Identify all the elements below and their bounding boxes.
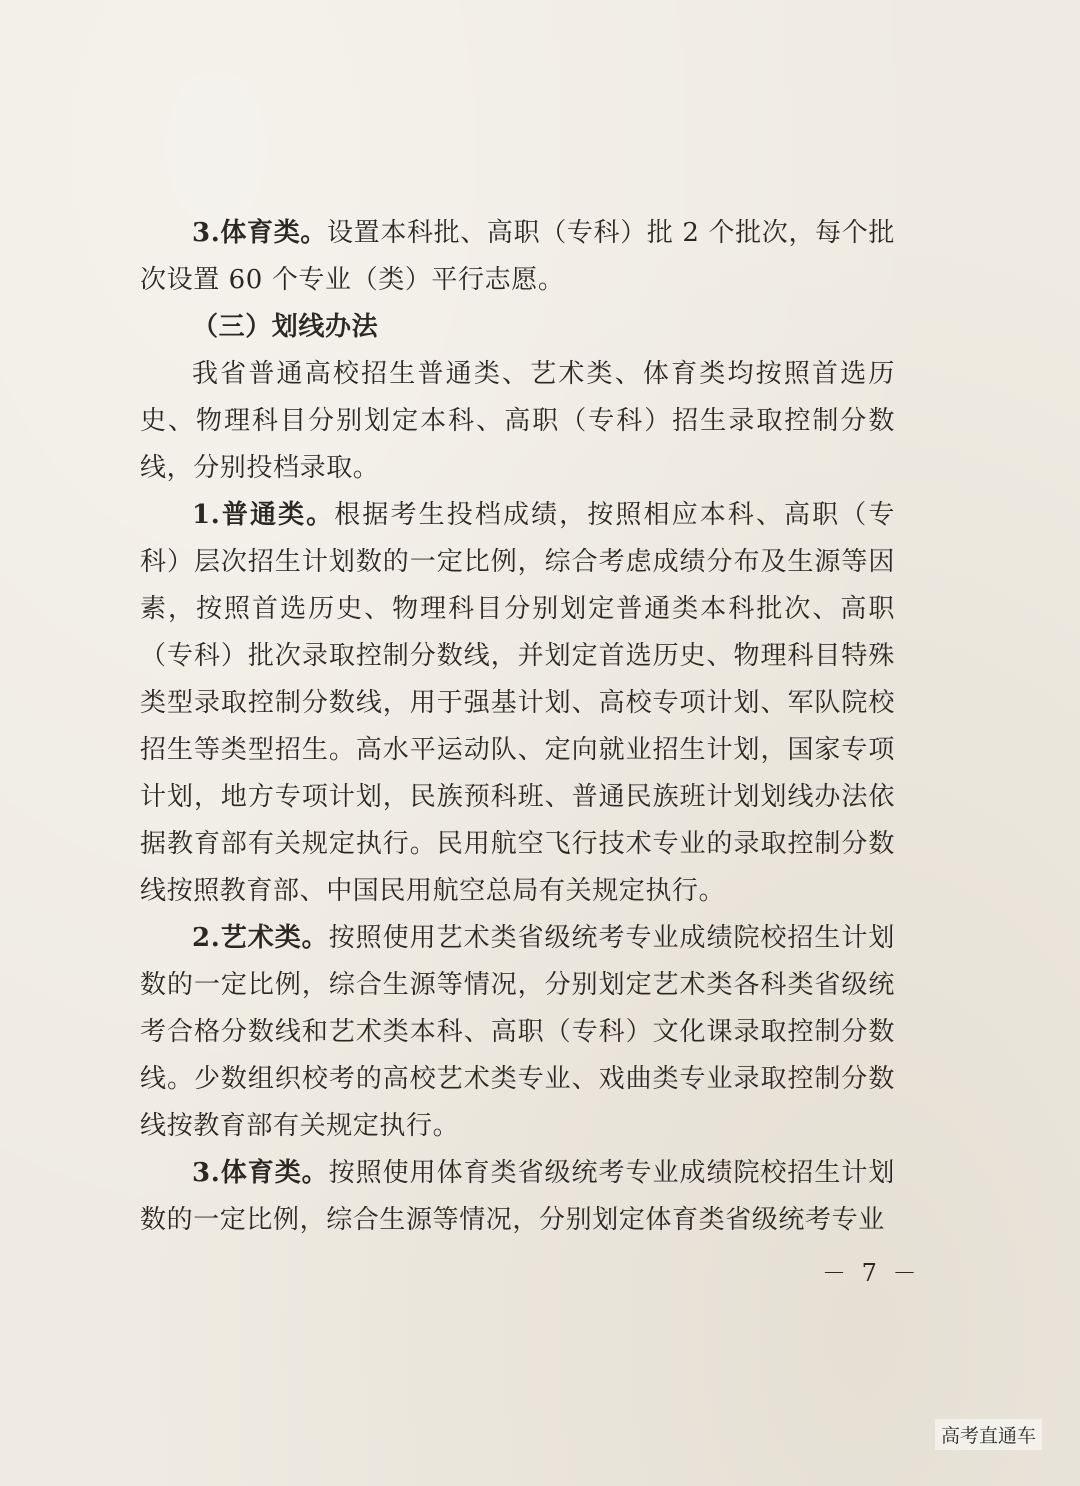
- paragraph-sports-batches: [140, 210, 895, 304]
- paragraph-lead: 1.普通类。: [192, 500, 335, 530]
- source-watermark: 高考直通车: [935, 1419, 1042, 1450]
- page-number: － 7 －: [822, 1259, 921, 1287]
- paragraph-text: 设置本科批、高职（专科）批 2 个批次，每个批次设置 60 个专业（类）平行志愿。: [140, 218, 895, 295]
- paragraph-text: 按照使用体育类省级统考专业成绩院校招生计划数的一定比例，综合生源等情况，分别划定体育类省级统考专业: [140, 1158, 895, 1235]
- paragraph-general-category: [140, 492, 895, 915]
- document-body: [140, 210, 895, 1244]
- paragraph-text: 按照使用艺术类省级统考专业成绩院校招生计划数的一定比例，综合生源等情况，分别划定艺术类各科类省级统考合格分数线和艺术类本科、高职（专科）文化课录取控制分数线。少数组织校考的高校艺术类专业、戏曲类专业录取控制分数线按教育部有关规定执行。: [140, 923, 895, 1141]
- paragraph-cutoff-intro: [140, 351, 895, 492]
- paragraph-text: 我省普通高校招生普通类、艺术类、体育类均按照首选历史、物理科目分别划定本科、高职（专科）招生录取控制分数线，分别投档录取。: [140, 359, 895, 483]
- paragraph-art-category: [140, 915, 895, 1150]
- section-heading-cutoff-method: （三）划线办法: [192, 312, 379, 342]
- paragraph-text: 根据考生投档成绩，按照相应本科、高职（专科）层次招生计划数的一定比例，综合考虑成绩分布及生源等因素，按照首选历史、物理科目分别划定普通类本科批次、高职（专科）批次录取控制分数线，并划定首选历史、物理科目特殊类型录取控制分数线，用于强基计划、高校专项计划、军队院校招生等类型招生。高水平运动队、定向就业招生计划，国家专项计划，地方专项计划，民族预科班、普通民族班计划划线办法依据教育部有关规定执行。民用航空飞行技术专业的录取控制分数线按照教育部、中国民用航空总局有关规定执行。: [140, 500, 895, 906]
- paragraph-sports-category: [140, 1150, 895, 1244]
- paragraph-lead: 3.体育类。: [192, 218, 328, 248]
- paragraph-lead: 3.体育类。: [192, 1158, 329, 1188]
- paragraph-lead: 2.艺术类。: [192, 923, 329, 953]
